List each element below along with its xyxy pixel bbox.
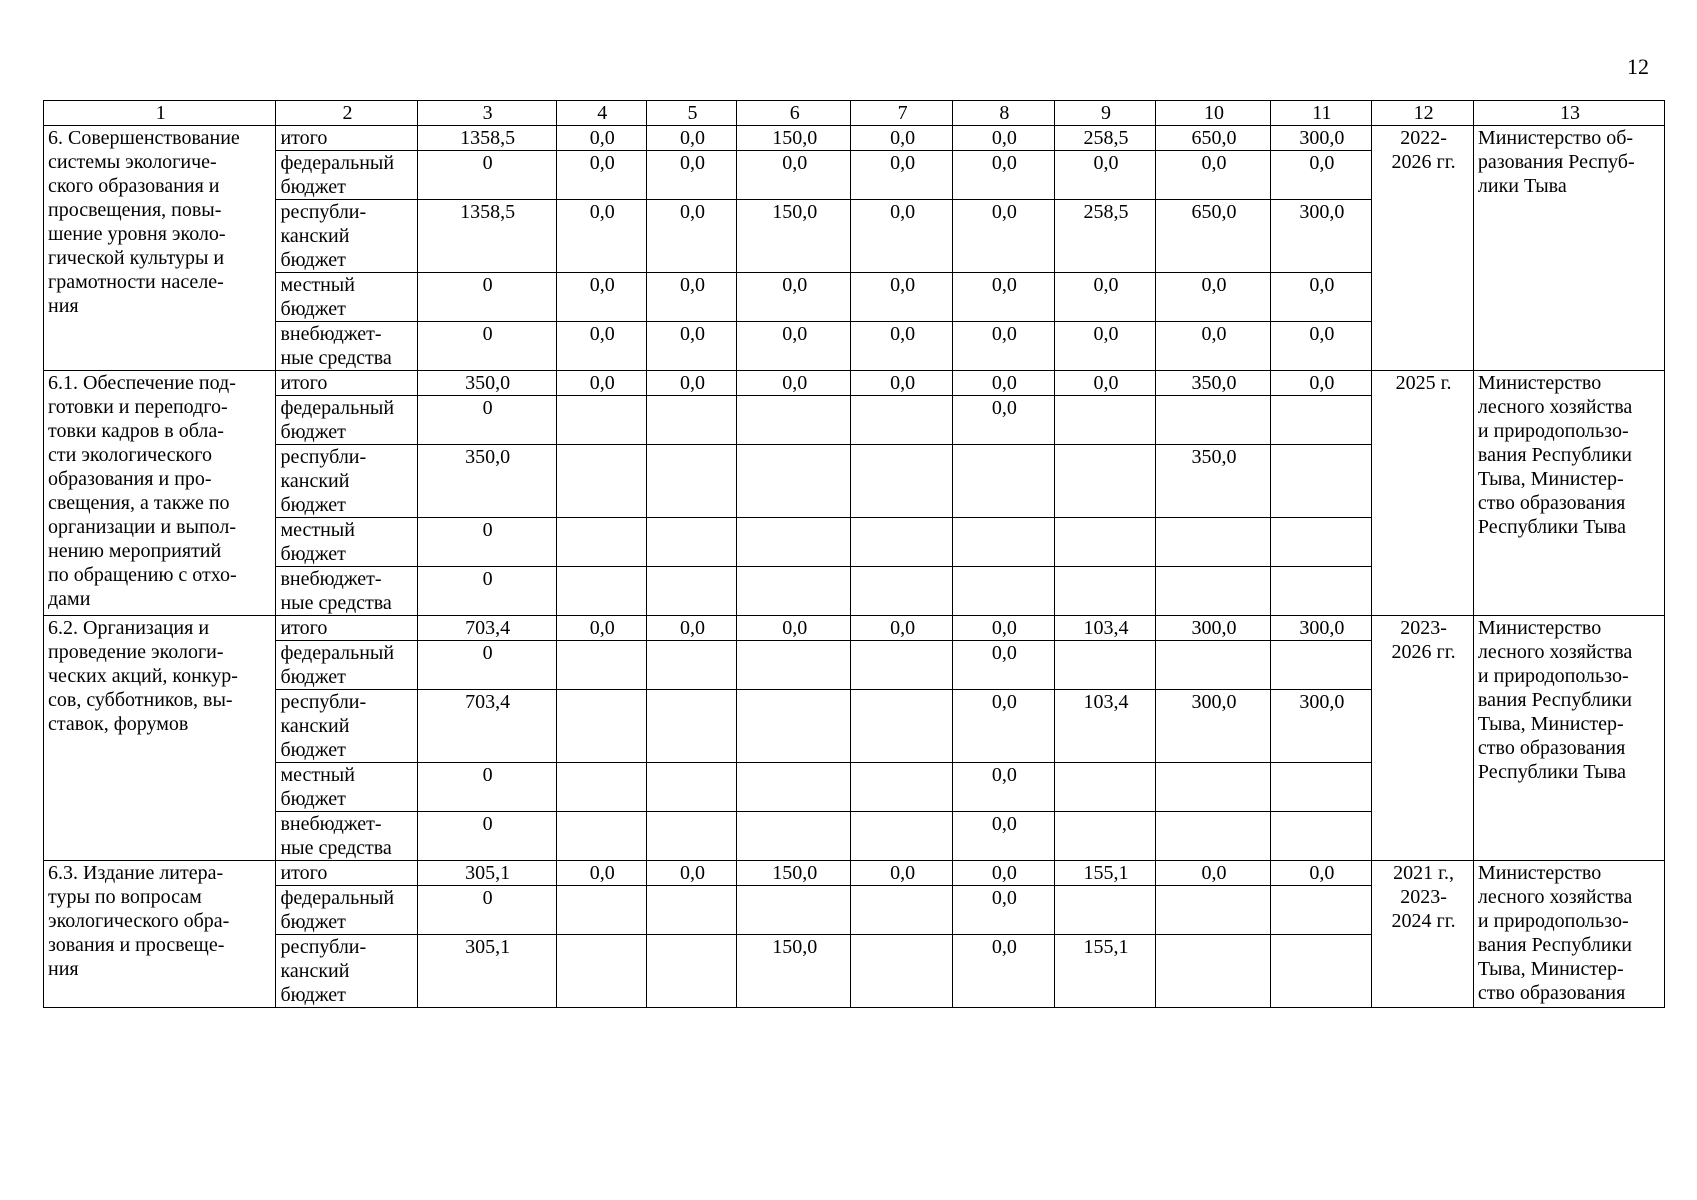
- column-header-12: 12: [1372, 101, 1474, 126]
- column-header-11: 11: [1270, 101, 1372, 126]
- value-cell: 0,0: [1156, 861, 1270, 886]
- value-cell: [1156, 641, 1270, 690]
- column-header-1: 1: [44, 101, 276, 126]
- value-cell: 0,0: [556, 371, 646, 396]
- funding-source: федеральный бюджет: [276, 151, 417, 200]
- value-cell: 0,0: [556, 616, 646, 641]
- value-cell: [851, 396, 953, 445]
- value-cell: 0: [417, 567, 556, 616]
- value-cell: [646, 567, 736, 616]
- value-cell: [646, 690, 736, 763]
- value-cell: 155,1: [1054, 935, 1156, 1008]
- value-cell: [1270, 445, 1372, 518]
- value-cell: [953, 518, 1055, 567]
- responsible-executor: Министерство лесного хозяйства и природопользо- вания Республики Тыва, Министер- ство образования Республики Тыва: [1473, 616, 1664, 861]
- funding-source: итого: [276, 616, 417, 641]
- value-cell: 0,0: [646, 322, 736, 371]
- funding-source: республи- канский бюджет: [276, 935, 417, 1008]
- value-cell: 0,0: [1156, 322, 1270, 371]
- value-cell: 150,0: [737, 126, 851, 151]
- value-cell: 0,0: [1270, 151, 1372, 200]
- value-cell: 0: [417, 273, 556, 322]
- value-cell: [556, 567, 646, 616]
- value-cell: 703,4: [417, 690, 556, 763]
- funding-source: внебюджет- ные средства: [276, 567, 417, 616]
- value-cell: 0,0: [556, 861, 646, 886]
- table-row: [44, 861, 1665, 886]
- value-cell: 300,0: [1270, 690, 1372, 763]
- value-cell: [646, 886, 736, 935]
- value-cell: 0,0: [556, 151, 646, 200]
- value-cell: 305,1: [417, 935, 556, 1008]
- funding-source: местный бюджет: [276, 518, 417, 567]
- value-cell: 0,0: [737, 151, 851, 200]
- budget-table: [43, 100, 1665, 1008]
- funding-source: внебюджет- ные средства: [276, 812, 417, 861]
- value-cell: [737, 445, 851, 518]
- column-header-8: 8: [953, 101, 1055, 126]
- value-cell: [1156, 886, 1270, 935]
- value-cell: 150,0: [737, 200, 851, 273]
- value-cell: [1054, 763, 1156, 812]
- table-row: [44, 126, 1665, 151]
- value-cell: [646, 445, 736, 518]
- value-cell: [556, 518, 646, 567]
- value-cell: 0,0: [1054, 322, 1156, 371]
- value-cell: [737, 690, 851, 763]
- value-cell: 0,0: [1156, 151, 1270, 200]
- activity-name: 6.3. Издание литера- туры по вопросам экологического обра- зования и просвеще- ния: [44, 861, 276, 1008]
- funding-source: федеральный бюджет: [276, 886, 417, 935]
- value-cell: 0: [417, 151, 556, 200]
- responsible-executor: Министерство лесного хозяйства и природопользо- вания Республики Тыва, Министер- ство образования Республики Тыва: [1473, 371, 1664, 616]
- value-cell: 0: [417, 322, 556, 371]
- value-cell: 0,0: [953, 151, 1055, 200]
- column-header-4: 4: [556, 101, 646, 126]
- value-cell: 0,0: [953, 690, 1055, 763]
- value-cell: 0,0: [953, 641, 1055, 690]
- value-cell: [646, 935, 736, 1008]
- value-cell: 0,0: [851, 616, 953, 641]
- value-cell: 305,1: [417, 861, 556, 886]
- value-cell: [556, 935, 646, 1008]
- funding-source: местный бюджет: [276, 273, 417, 322]
- value-cell: 0,0: [1270, 861, 1372, 886]
- value-cell: [737, 396, 851, 445]
- funding-source: местный бюджет: [276, 763, 417, 812]
- table-row: [44, 371, 1665, 396]
- funding-source: итого: [276, 126, 417, 151]
- column-header-13: 13: [1473, 101, 1664, 126]
- value-cell: 0,0: [646, 616, 736, 641]
- funding-source: республи- канский бюджет: [276, 690, 417, 763]
- value-cell: 0,0: [646, 126, 736, 151]
- table-body: [44, 126, 1665, 1008]
- value-cell: 1358,5: [417, 126, 556, 151]
- value-cell: [556, 396, 646, 445]
- value-cell: [1270, 812, 1372, 861]
- column-header-2: 2: [276, 101, 417, 126]
- value-cell: [1270, 518, 1372, 567]
- implementation-period: 2022- 2026 гг.: [1372, 126, 1474, 371]
- value-cell: [851, 445, 953, 518]
- value-cell: 300,0: [1270, 126, 1372, 151]
- value-cell: 0: [417, 641, 556, 690]
- value-cell: [556, 445, 646, 518]
- value-cell: [646, 641, 736, 690]
- value-cell: 258,5: [1054, 200, 1156, 273]
- value-cell: 0,0: [1054, 151, 1156, 200]
- value-cell: [1054, 641, 1156, 690]
- value-cell: [1054, 567, 1156, 616]
- value-cell: [1156, 812, 1270, 861]
- value-cell: 0,0: [851, 126, 953, 151]
- value-cell: 0,0: [1270, 322, 1372, 371]
- responsible-executor: Министерство об- разования Респуб- лики Тыва: [1473, 126, 1664, 371]
- value-cell: [556, 763, 646, 812]
- value-cell: [1054, 518, 1156, 567]
- value-cell: 0,0: [851, 273, 953, 322]
- value-cell: 0,0: [953, 812, 1055, 861]
- funding-source: республи- канский бюджет: [276, 445, 417, 518]
- activity-name: 6. Совершенствование системы экологиче- ского образования и просвещения, повы- шение уровня эколо- гической культуры и грамотности населе- ния: [44, 126, 276, 371]
- value-cell: 0,0: [737, 322, 851, 371]
- value-cell: 650,0: [1156, 126, 1270, 151]
- value-cell: [1270, 641, 1372, 690]
- value-cell: [556, 690, 646, 763]
- value-cell: 103,4: [1054, 616, 1156, 641]
- value-cell: 0,0: [646, 371, 736, 396]
- value-cell: 0,0: [646, 200, 736, 273]
- value-cell: 650,0: [1156, 200, 1270, 273]
- value-cell: [1270, 935, 1372, 1008]
- funding-source: внебюджет- ные средства: [276, 322, 417, 371]
- value-cell: [1270, 396, 1372, 445]
- responsible-executor: Министерство лесного хозяйства и природопользо- вания Республики Тыва, Министер- ство образования: [1473, 861, 1664, 1008]
- value-cell: [737, 763, 851, 812]
- value-cell: [851, 567, 953, 616]
- activity-name: 6.2. Организация и проведение экологи- ческих акций, конкур- сов, субботников, вы- ставок, форумов: [44, 616, 276, 861]
- value-cell: 0,0: [953, 616, 1055, 641]
- value-cell: 1358,5: [417, 200, 556, 273]
- column-header-10: 10: [1156, 101, 1270, 126]
- column-header-7: 7: [851, 101, 953, 126]
- header-row: [44, 101, 1665, 126]
- value-cell: 0,0: [851, 151, 953, 200]
- value-cell: [1054, 886, 1156, 935]
- value-cell: 0,0: [1156, 273, 1270, 322]
- implementation-period: 2023- 2026 гг.: [1372, 616, 1474, 861]
- value-cell: [1270, 886, 1372, 935]
- value-cell: 103,4: [1054, 690, 1156, 763]
- value-cell: [851, 641, 953, 690]
- value-cell: 0,0: [953, 935, 1055, 1008]
- value-cell: 150,0: [737, 861, 851, 886]
- funding-source: итого: [276, 371, 417, 396]
- table-row: [44, 616, 1665, 641]
- value-cell: [953, 445, 1055, 518]
- value-cell: [1156, 518, 1270, 567]
- value-cell: 0,0: [1270, 371, 1372, 396]
- value-cell: 0,0: [556, 200, 646, 273]
- value-cell: 0,0: [646, 861, 736, 886]
- value-cell: 258,5: [1054, 126, 1156, 151]
- funding-source: федеральный бюджет: [276, 641, 417, 690]
- value-cell: 0,0: [953, 861, 1055, 886]
- value-cell: 0,0: [953, 371, 1055, 396]
- value-cell: [851, 690, 953, 763]
- value-cell: 0,0: [556, 126, 646, 151]
- value-cell: [556, 641, 646, 690]
- value-cell: 703,4: [417, 616, 556, 641]
- value-cell: 0,0: [646, 273, 736, 322]
- value-cell: 0,0: [851, 322, 953, 371]
- value-cell: [1054, 396, 1156, 445]
- value-cell: 0,0: [737, 371, 851, 396]
- value-cell: 0: [417, 886, 556, 935]
- value-cell: 0,0: [953, 396, 1055, 445]
- value-cell: [646, 518, 736, 567]
- value-cell: 300,0: [1156, 690, 1270, 763]
- value-cell: 0,0: [953, 126, 1055, 151]
- activity-name: 6.1. Обеспечение под- готовки и переподго- товки кадров в обла- сти экологического образования и про- свещения, а также по организации и выпол- нению мероприятий по обращению с отхо- дами: [44, 371, 276, 616]
- value-cell: 0,0: [851, 371, 953, 396]
- value-cell: 0,0: [556, 273, 646, 322]
- value-cell: 0,0: [737, 273, 851, 322]
- value-cell: 0: [417, 396, 556, 445]
- value-cell: 0,0: [851, 861, 953, 886]
- value-cell: [737, 886, 851, 935]
- value-cell: 0,0: [953, 763, 1055, 812]
- funding-source: республи- канский бюджет: [276, 200, 417, 273]
- value-cell: [737, 518, 851, 567]
- implementation-period: 2025 г.: [1372, 371, 1474, 616]
- value-cell: 0,0: [953, 273, 1055, 322]
- column-header-5: 5: [646, 101, 736, 126]
- value-cell: 0: [417, 518, 556, 567]
- value-cell: 350,0: [1156, 371, 1270, 396]
- value-cell: 0,0: [646, 151, 736, 200]
- value-cell: [1054, 445, 1156, 518]
- value-cell: [851, 518, 953, 567]
- value-cell: [1054, 812, 1156, 861]
- value-cell: 300,0: [1270, 616, 1372, 641]
- funding-source: итого: [276, 861, 417, 886]
- value-cell: 300,0: [1156, 616, 1270, 641]
- value-cell: [737, 567, 851, 616]
- value-cell: [1270, 763, 1372, 812]
- value-cell: 0,0: [737, 616, 851, 641]
- value-cell: 150,0: [737, 935, 851, 1008]
- value-cell: 0,0: [1054, 273, 1156, 322]
- page-number: 12: [1627, 54, 1649, 79]
- value-cell: [851, 886, 953, 935]
- implementation-period: 2021 г., 2023- 2024 гг.: [1372, 861, 1474, 1008]
- value-cell: [851, 812, 953, 861]
- funding-source: федеральный бюджет: [276, 396, 417, 445]
- value-cell: 0: [417, 763, 556, 812]
- value-cell: 0,0: [556, 322, 646, 371]
- value-cell: [953, 567, 1055, 616]
- value-cell: 0,0: [851, 200, 953, 273]
- value-cell: 350,0: [417, 371, 556, 396]
- value-cell: [1156, 396, 1270, 445]
- value-cell: [851, 763, 953, 812]
- value-cell: 0,0: [953, 200, 1055, 273]
- value-cell: 300,0: [1270, 200, 1372, 273]
- value-cell: [1156, 763, 1270, 812]
- value-cell: 0,0: [1054, 371, 1156, 396]
- value-cell: 350,0: [1156, 445, 1270, 518]
- value-cell: 350,0: [417, 445, 556, 518]
- value-cell: 0,0: [953, 322, 1055, 371]
- value-cell: [1156, 935, 1270, 1008]
- value-cell: 0,0: [1270, 273, 1372, 322]
- value-cell: [646, 812, 736, 861]
- value-cell: 155,1: [1054, 861, 1156, 886]
- column-header-6: 6: [737, 101, 851, 126]
- value-cell: [851, 935, 953, 1008]
- column-header-3: 3: [417, 101, 556, 126]
- value-cell: [556, 812, 646, 861]
- value-cell: 0: [417, 812, 556, 861]
- value-cell: 0,0: [953, 886, 1055, 935]
- value-cell: [646, 396, 736, 445]
- value-cell: [737, 641, 851, 690]
- value-cell: [646, 763, 736, 812]
- value-cell: [1270, 567, 1372, 616]
- value-cell: [556, 886, 646, 935]
- value-cell: [737, 812, 851, 861]
- value-cell: [1156, 567, 1270, 616]
- column-header-9: 9: [1054, 101, 1156, 126]
